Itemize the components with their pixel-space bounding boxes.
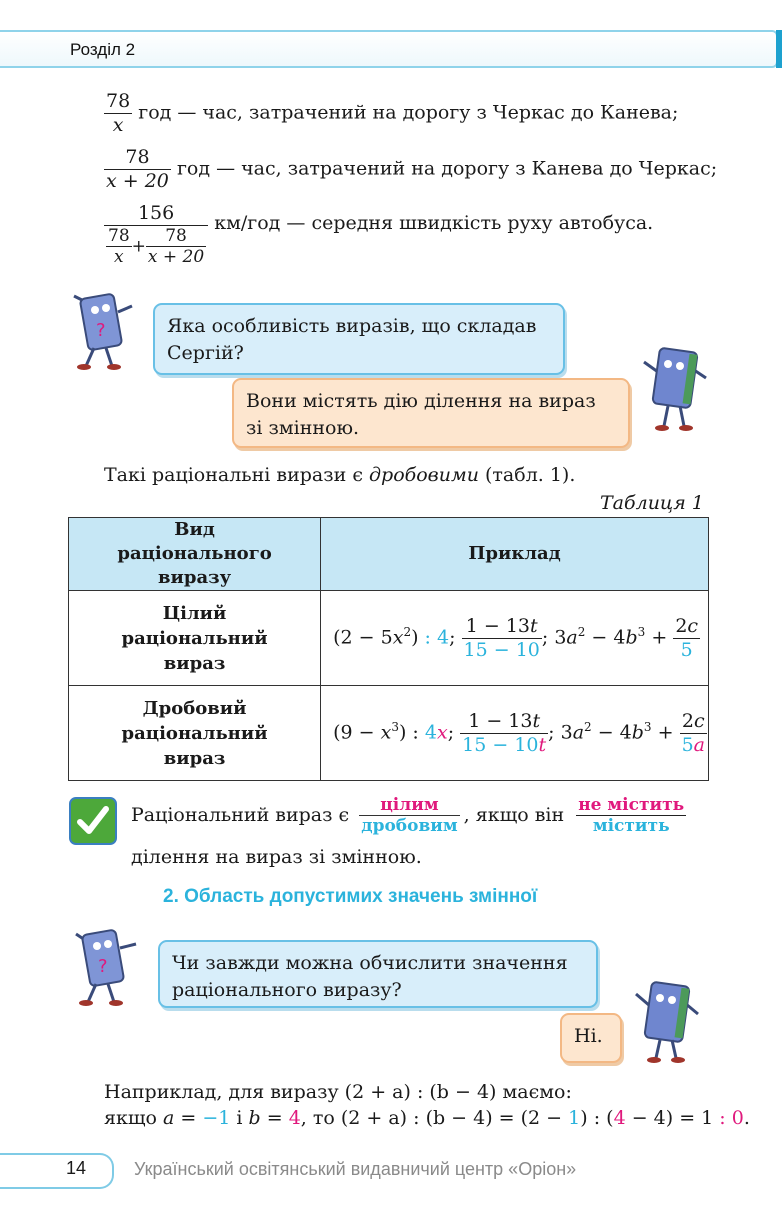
example-line-2: якщо a = −1 і b = 4, то (2 + a) : (b − 4) = (2 − 1) : (4 − 4) = 1 : 0. [104, 1107, 750, 1129]
header-edge-tab [776, 30, 782, 68]
checkmark-icon [68, 796, 118, 846]
row-example-whole: $(2 - 5x^2)$ : 4; $\frac{1 - 13t}{15 - 10}$ ; $3a^2 - 4b^3$ + $\frac{2c}{5}$ [321, 591, 709, 686]
formula-line-3 [104, 202, 653, 268]
page-number-box [0, 1153, 114, 1189]
fraction-average-speed: 156 $\frac{78}{x}$ + $\frac{78}{x + 20}$ [104, 202, 208, 268]
svg-text:?: ? [98, 956, 108, 977]
question-bubble-1: Яка особливість виразів, що складав Сергій? [153, 303, 565, 375]
row-kind-whole: Цілий раціональний вираз [69, 591, 321, 686]
table-row [69, 591, 709, 686]
answer-bubble-2: Ні. [560, 1013, 622, 1063]
character-answer-icon [640, 342, 710, 432]
line-1-text: год — час, затрачений на дорогу з Черкас до Канева; [138, 101, 679, 124]
rule-statement: Раціональний вираз є $\frac{\text{цілим}}{\text{дробовим}}$ , якщо він $\frac{\text{не містить}}{\text{містить}}$ [131, 795, 685, 837]
table-header-row [69, 518, 709, 591]
comparison-table [68, 517, 709, 781]
fraction-78-x-plus-20: $\frac{78}{x + 20}$ [106, 146, 169, 192]
character-answer-icon-2 [632, 976, 702, 1064]
rule-ending: ділення на вираз зі змінною. [131, 846, 422, 868]
section-title: Розділ 2 [70, 40, 136, 59]
intro-text: Такі раціональні вирази є дробовими (табл. 1). [104, 464, 576, 486]
formula-line-2 [104, 146, 717, 193]
line-2-text: год — час, затрачений на дорогу з Канева до Черкас; [176, 157, 718, 180]
question-bubble-2: Чи завжди можна обчислити значення раціонального виразу? [158, 940, 598, 1008]
table-header-kind: Вид раціонального виразу [69, 518, 321, 591]
rule-choice-2: $\frac{\text{не містить}}{\text{містить}}$ [578, 795, 685, 837]
fraction-78-x: $\frac{78}{x}$ [106, 90, 131, 136]
answer-bubble-1: Вони містять дію ділення на вираз зі змінною. [232, 378, 630, 448]
section-heading: 2. Область допустимих значень змінної [163, 886, 538, 907]
character-question-icon-2 [74, 928, 138, 1008]
formula-line-1 [104, 90, 678, 137]
character-question-icon [72, 292, 134, 370]
row-kind-fractional: Дробовий раціональний вираз [69, 686, 321, 781]
table-caption: Таблиця 1 [600, 492, 704, 514]
page-number: 14 [66, 1158, 87, 1178]
example-fraction-1: $\frac{1 - 13t}{15 - 10}$ [463, 614, 540, 661]
publisher-footer: Український освітянський видавничий центр «Оріон» [134, 1159, 577, 1179]
fraction-78-x-plus-20-small: $\frac{78}{x + 20}$ [147, 225, 205, 268]
example-fraction-2: $\frac{2c}{5}$ [675, 614, 699, 661]
svg-text:?: ? [96, 320, 106, 341]
example-fraction-4: $\frac{2c}{5a}$ [681, 709, 705, 756]
table-row [69, 686, 709, 781]
line-3-text: км/год — середня швидкість руху автобуса. [214, 212, 654, 234]
example-line-1: Наприклад, для виразу (2 + a) : (b − 4) маємо: [104, 1081, 572, 1103]
rule-choice-1: $\frac{\text{цілим}}{\text{дробовим}}$ [361, 795, 458, 837]
example-fraction-3: $\frac{1 - 13t}{15 - 10t}$ [462, 709, 547, 756]
fraction-78-x-small: $\frac{78}{x}$ [108, 225, 130, 268]
row-example-fractional: $(9 - x^3)$ : 4x; $\frac{1 - 13t}{15 - 10t}$ ; $3a^2 - 4b^3$ + $\frac{2c}{5a}$ [321, 686, 709, 781]
table-header-example: Приклад [321, 518, 709, 591]
